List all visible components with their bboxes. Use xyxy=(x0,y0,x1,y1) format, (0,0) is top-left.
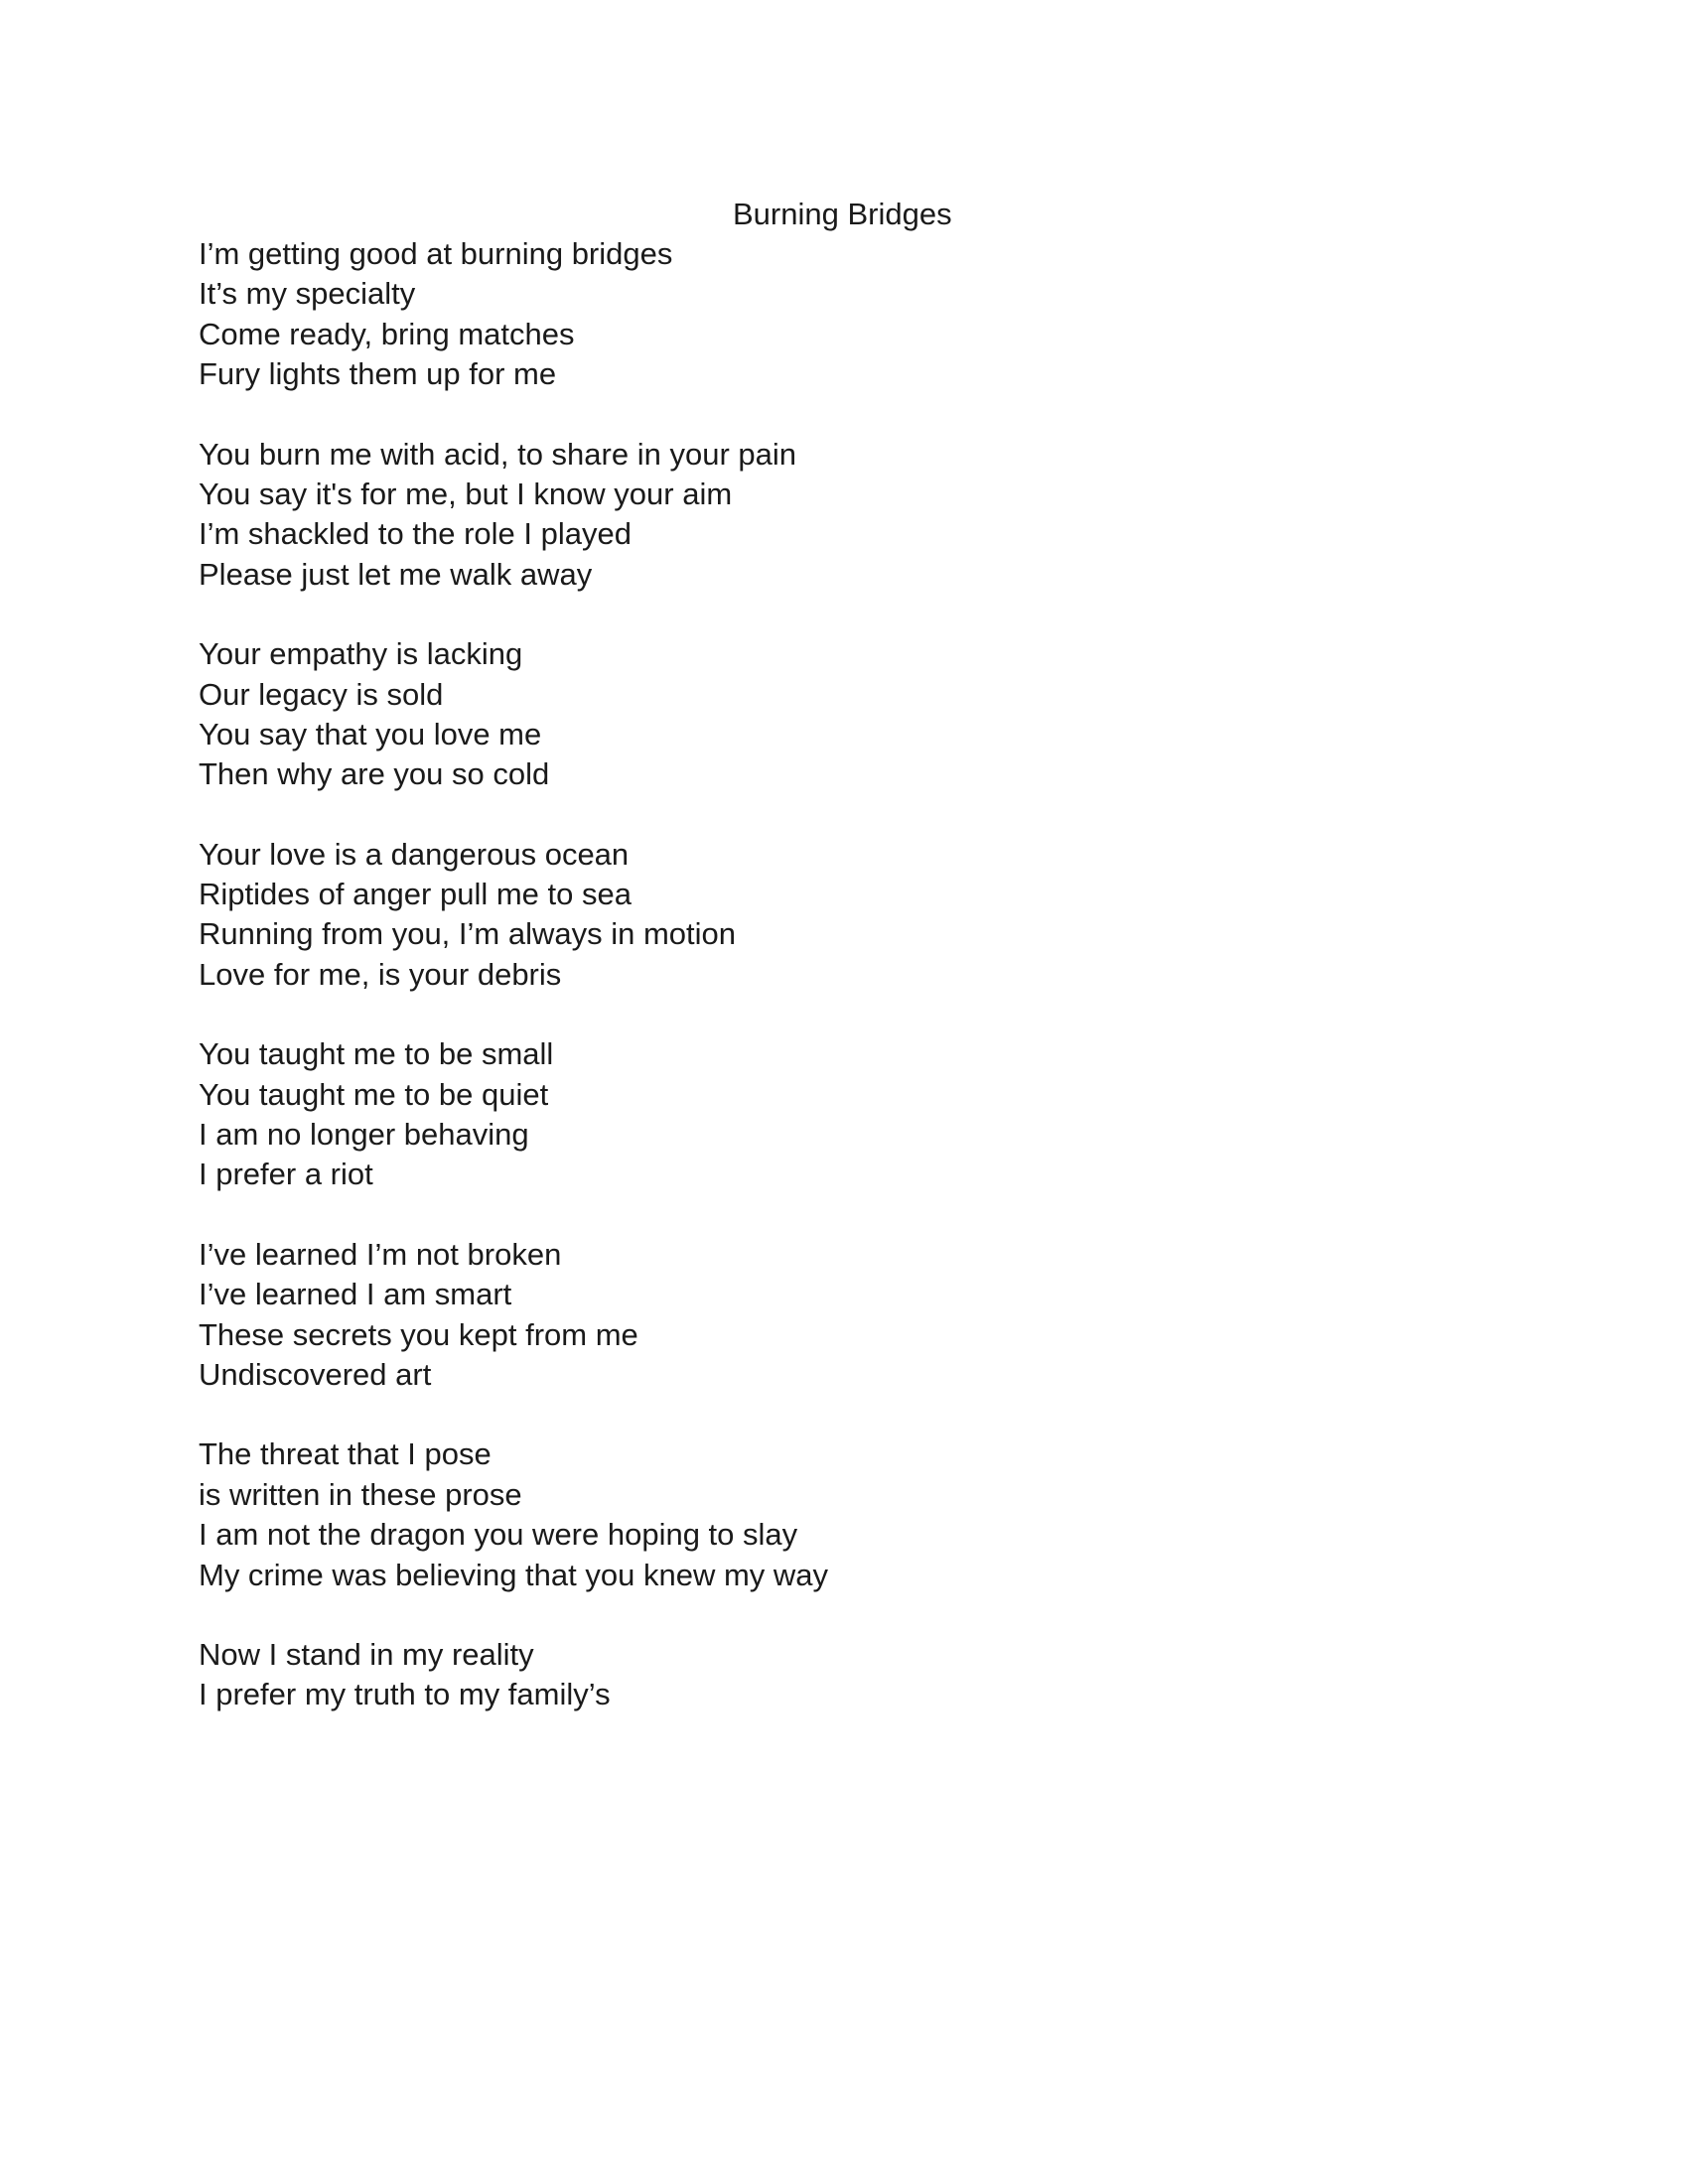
poem-line: I am no longer behaving xyxy=(199,1117,529,1153)
poem-line: It’s my specialty xyxy=(199,276,416,312)
stanza-4 xyxy=(199,835,1489,996)
stanza-2 xyxy=(199,435,1489,596)
poem-line: Then why are you so cold xyxy=(199,756,550,792)
poem-line: I’ve learned I’m not broken xyxy=(199,1236,562,1272)
poem-line: Now I stand in my reality xyxy=(199,1636,534,1672)
poem-line: Your love is a dangerous ocean xyxy=(199,836,630,872)
poem-line: Your empathy is lacking xyxy=(199,636,523,672)
poem-line: I’m getting good at burning bridges xyxy=(199,236,673,271)
poem-line: Love for me, is your debris xyxy=(199,956,562,992)
poem-title: Burning Bridges xyxy=(733,197,952,231)
stanza-7 xyxy=(199,1434,1489,1595)
poem-body xyxy=(199,234,1489,1755)
poem-line: You say that you love me xyxy=(199,716,542,751)
stanza-3 xyxy=(199,634,1489,795)
poem-line: I am not the dragon you were hoping to slay xyxy=(199,1517,798,1553)
poem-line: is written in these prose xyxy=(199,1476,522,1512)
poem-line: I’m shackled to the role I played xyxy=(199,516,632,552)
poem-line: The threat that I pose xyxy=(199,1436,492,1472)
poem-line: Please just let me walk away xyxy=(199,556,593,592)
poem-line: Riptides of anger pull me to sea xyxy=(199,877,632,912)
poem-line: My crime was believing that you knew my way xyxy=(199,1557,829,1592)
poem-line: I prefer my truth to my family’s xyxy=(199,1677,611,1712)
stanza-5 xyxy=(199,1034,1489,1195)
poem-line: Come ready, bring matches xyxy=(199,316,575,351)
poem-line: I’ve learned I am smart xyxy=(199,1277,512,1312)
stanza-1 xyxy=(199,234,1489,395)
poem-line: These secrets you kept from me xyxy=(199,1316,638,1352)
poem-line: You taught me to be small xyxy=(199,1036,554,1072)
poem-line: You burn me with acid, to share in your pain xyxy=(199,436,796,472)
poem-line: Running from you, I’m always in motion xyxy=(199,916,737,952)
poem-line: You taught me to be quiet xyxy=(199,1076,549,1112)
stanza-8 xyxy=(199,1635,1489,1715)
poem-line: Fury lights them up for me xyxy=(199,356,557,392)
poem-line: Undiscovered art xyxy=(199,1356,432,1392)
poem-line: Our legacy is sold xyxy=(199,676,444,712)
stanza-6 xyxy=(199,1235,1489,1396)
poem-line: I prefer a riot xyxy=(199,1157,373,1192)
poem-line: You say it's for me, but I know your aim xyxy=(199,476,733,511)
